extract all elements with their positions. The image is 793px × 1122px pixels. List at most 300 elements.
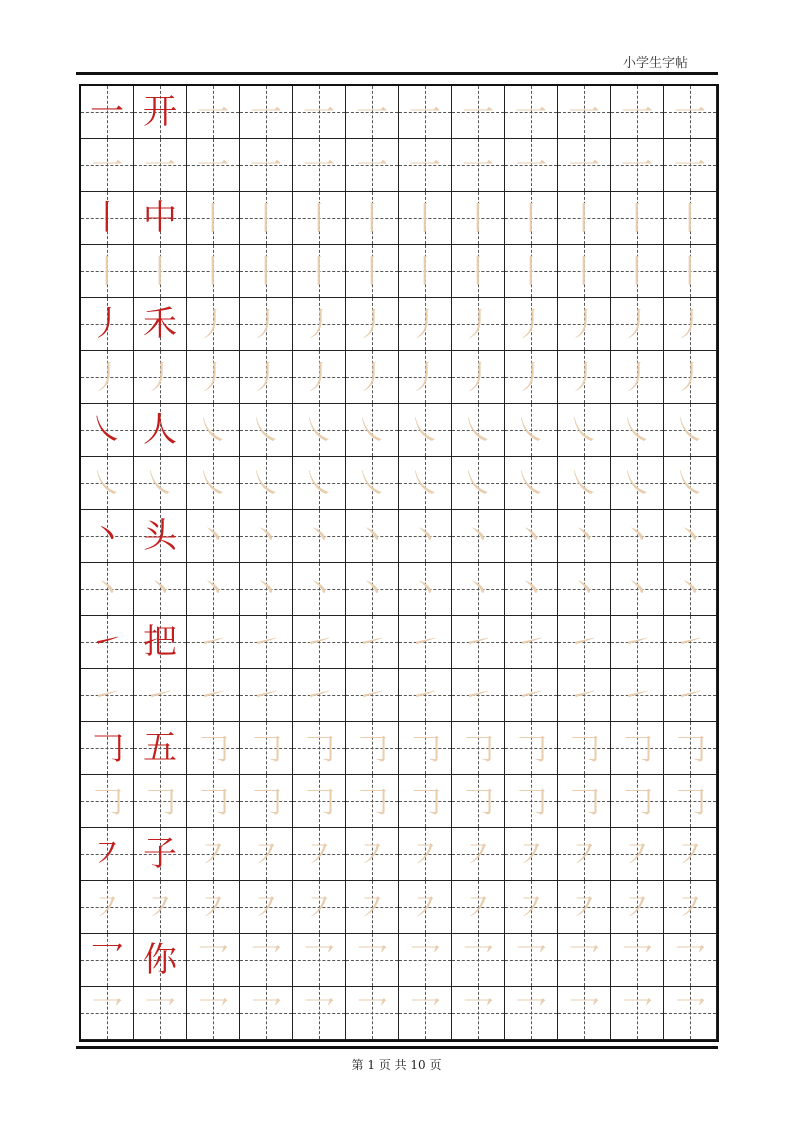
trace-cell <box>346 775 399 828</box>
model-stroke: 丨 <box>90 198 124 238</box>
trace-cell <box>399 669 452 722</box>
trace-cell <box>134 351 187 404</box>
trace-cell <box>134 669 187 722</box>
trace-cell <box>240 86 293 139</box>
trace-cell <box>558 86 611 139</box>
trace-cell <box>611 563 664 616</box>
trace-cell <box>505 351 558 404</box>
trace-cell <box>452 563 505 616</box>
trace-cell <box>664 245 717 298</box>
trace-cell <box>611 881 664 934</box>
trace-stroke: 一 <box>408 93 441 131</box>
trace-cell <box>240 404 293 457</box>
trace-stroke: 𠃌 <box>408 782 441 820</box>
trace-stroke: 丨 <box>249 252 282 290</box>
model-stroke: 乛 <box>90 940 124 980</box>
trace-cell <box>346 934 399 987</box>
trace-stroke: ㇀ <box>620 676 653 714</box>
trace-cell <box>240 192 293 245</box>
trace-cell <box>187 192 240 245</box>
trace-cell <box>187 616 240 669</box>
model-character-cell <box>134 298 187 351</box>
trace-cell <box>346 563 399 616</box>
trace-stroke: 乛 <box>249 994 282 1032</box>
trace-stroke: 𠃌 <box>196 782 229 820</box>
trace-stroke: 𠃌 <box>514 782 547 820</box>
trace-stroke: 丨 <box>461 199 494 237</box>
trace-stroke: 乛 <box>249 941 282 979</box>
trace-cell <box>134 457 187 510</box>
trace-cell <box>452 722 505 775</box>
trace-cell <box>293 563 346 616</box>
trace-cell <box>187 510 240 563</box>
trace-cell <box>134 775 187 828</box>
trace-stroke: 丶 <box>143 570 176 608</box>
trace-stroke: ㇇ <box>249 835 282 873</box>
trace-cell <box>558 351 611 404</box>
model-character-cell <box>134 192 187 245</box>
model-character: 五 <box>143 728 177 768</box>
trace-stroke: ㇏ <box>673 464 706 502</box>
trace-cell <box>399 881 452 934</box>
trace-stroke: 𠃌 <box>408 729 441 767</box>
trace-stroke: 一 <box>90 146 123 184</box>
trace-stroke: 丶 <box>355 570 388 608</box>
trace-stroke: ㇀ <box>355 623 388 661</box>
trace-stroke: 丶 <box>461 517 494 555</box>
trace-cell <box>611 934 664 987</box>
trace-cell <box>505 934 558 987</box>
trace-cell <box>611 775 664 828</box>
trace-stroke: 丨 <box>567 199 600 237</box>
trace-stroke: 𠃌 <box>355 729 388 767</box>
trace-stroke: ㇀ <box>514 676 547 714</box>
trace-cell <box>611 86 664 139</box>
trace-cell <box>452 139 505 192</box>
trace-stroke: ㇇ <box>514 888 547 926</box>
trace-stroke: ㇇ <box>196 835 229 873</box>
practice-grid-cells <box>81 86 717 1040</box>
trace-stroke: ㇇ <box>514 835 547 873</box>
model-stroke-cell <box>81 616 134 669</box>
trace-cell <box>611 987 664 1040</box>
trace-cell <box>664 298 717 351</box>
trace-stroke: 丶 <box>514 570 547 608</box>
trace-cell <box>293 298 346 351</box>
trace-stroke: 乛 <box>196 941 229 979</box>
trace-cell <box>399 245 452 298</box>
trace-stroke: 一 <box>620 93 653 131</box>
trace-stroke: ㇏ <box>567 411 600 449</box>
trace-stroke: 丨 <box>302 199 335 237</box>
trace-stroke: 一 <box>196 146 229 184</box>
trace-cell <box>558 828 611 881</box>
trace-stroke: 丿 <box>408 358 441 396</box>
trace-stroke: ㇀ <box>408 676 441 714</box>
trace-cell <box>346 298 399 351</box>
trace-cell <box>505 616 558 669</box>
trace-cell <box>346 828 399 881</box>
trace-cell <box>505 245 558 298</box>
trace-stroke: 丿 <box>514 358 547 396</box>
trace-stroke: 𠃌 <box>620 782 653 820</box>
trace-stroke: 丶 <box>673 517 706 555</box>
trace-cell <box>399 457 452 510</box>
trace-stroke: 丶 <box>90 570 123 608</box>
trace-stroke: 丶 <box>567 570 600 608</box>
trace-stroke: 一 <box>249 93 282 131</box>
trace-cell <box>293 828 346 881</box>
trace-stroke: ㇇ <box>90 888 123 926</box>
trace-cell <box>664 404 717 457</box>
trace-cell <box>558 775 611 828</box>
trace-cell <box>346 722 399 775</box>
trace-cell <box>505 192 558 245</box>
trace-stroke: ㇀ <box>90 676 123 714</box>
trace-cell <box>134 987 187 1040</box>
trace-cell <box>240 828 293 881</box>
trace-cell <box>187 351 240 404</box>
trace-stroke: ㇀ <box>673 623 706 661</box>
trace-cell <box>346 457 399 510</box>
footer-rule <box>76 1046 718 1049</box>
trace-cell <box>187 404 240 457</box>
trace-stroke: 丿 <box>355 305 388 343</box>
trace-stroke: ㇇ <box>673 835 706 873</box>
trace-cell <box>558 510 611 563</box>
trace-cell <box>293 245 346 298</box>
trace-cell <box>452 669 505 722</box>
trace-cell <box>505 669 558 722</box>
trace-stroke: ㇏ <box>408 464 441 502</box>
trace-cell <box>505 457 558 510</box>
model-stroke-cell <box>81 934 134 987</box>
trace-cell <box>187 722 240 775</box>
trace-cell <box>611 298 664 351</box>
trace-cell <box>611 139 664 192</box>
model-stroke: ㇇ <box>90 834 124 874</box>
trace-stroke: ㇏ <box>196 411 229 449</box>
trace-stroke: 丶 <box>567 517 600 555</box>
trace-stroke: ㇏ <box>90 464 123 502</box>
trace-cell <box>346 510 399 563</box>
trace-cell <box>346 616 399 669</box>
trace-cell <box>346 669 399 722</box>
trace-stroke: 丶 <box>249 517 282 555</box>
trace-stroke: 𠃌 <box>514 729 547 767</box>
trace-stroke: ㇀ <box>514 623 547 661</box>
trace-stroke: ㇀ <box>408 623 441 661</box>
trace-cell <box>452 616 505 669</box>
trace-cell <box>558 457 611 510</box>
trace-stroke: ㇏ <box>249 411 282 449</box>
trace-stroke: 丿 <box>355 358 388 396</box>
trace-stroke: 𠃌 <box>567 782 600 820</box>
trace-cell <box>399 351 452 404</box>
trace-stroke: 一 <box>302 93 335 131</box>
trace-stroke: 丶 <box>302 517 335 555</box>
trace-stroke: ㇇ <box>567 835 600 873</box>
trace-cell <box>452 86 505 139</box>
trace-cell <box>664 86 717 139</box>
trace-cell <box>664 828 717 881</box>
trace-cell <box>452 404 505 457</box>
trace-cell <box>293 775 346 828</box>
trace-cell <box>187 139 240 192</box>
trace-cell <box>187 987 240 1040</box>
trace-cell <box>187 457 240 510</box>
trace-stroke: 𠃌 <box>673 782 706 820</box>
trace-cell <box>346 881 399 934</box>
trace-stroke: 一 <box>408 146 441 184</box>
trace-cell <box>81 457 134 510</box>
trace-stroke: 丿 <box>461 358 494 396</box>
trace-stroke: ㇇ <box>620 888 653 926</box>
trace-cell <box>240 510 293 563</box>
trace-stroke: ㇏ <box>461 464 494 502</box>
trace-stroke: 丿 <box>620 358 653 396</box>
trace-cell <box>611 828 664 881</box>
trace-cell <box>664 457 717 510</box>
model-character: 子 <box>143 834 177 874</box>
trace-cell <box>346 987 399 1040</box>
model-stroke: ㇀ <box>90 622 124 662</box>
model-character-cell <box>134 934 187 987</box>
trace-stroke: ㇇ <box>461 888 494 926</box>
trace-cell <box>452 987 505 1040</box>
trace-stroke: 一 <box>673 93 706 131</box>
trace-stroke: 𠃌 <box>355 782 388 820</box>
trace-stroke: 丨 <box>673 252 706 290</box>
trace-stroke: ㇇ <box>355 835 388 873</box>
trace-cell <box>505 987 558 1040</box>
model-character: 头 <box>143 516 177 556</box>
trace-stroke: 一 <box>620 146 653 184</box>
trace-stroke: 丿 <box>408 305 441 343</box>
trace-cell <box>558 987 611 1040</box>
trace-stroke: 一 <box>355 93 388 131</box>
trace-cell <box>240 457 293 510</box>
trace-cell <box>664 351 717 404</box>
trace-cell <box>452 828 505 881</box>
trace-cell <box>505 775 558 828</box>
trace-cell <box>664 139 717 192</box>
trace-cell <box>81 775 134 828</box>
trace-cell <box>611 457 664 510</box>
model-stroke-cell <box>81 722 134 775</box>
trace-stroke: ㇏ <box>514 411 547 449</box>
model-stroke-cell <box>81 404 134 457</box>
trace-stroke: 𠃌 <box>461 782 494 820</box>
trace-cell <box>399 86 452 139</box>
trace-cell <box>187 563 240 616</box>
trace-cell <box>399 563 452 616</box>
trace-cell <box>81 139 134 192</box>
trace-cell <box>240 563 293 616</box>
trace-stroke: 一 <box>302 146 335 184</box>
trace-cell <box>664 616 717 669</box>
trace-cell <box>664 563 717 616</box>
trace-stroke: 一 <box>196 93 229 131</box>
trace-cell <box>558 404 611 457</box>
trace-cell <box>664 192 717 245</box>
trace-stroke: 𠃌 <box>302 729 335 767</box>
trace-stroke: ㇇ <box>196 888 229 926</box>
trace-cell <box>505 563 558 616</box>
trace-cell <box>399 404 452 457</box>
trace-stroke: 丿 <box>196 305 229 343</box>
trace-cell <box>399 298 452 351</box>
model-character: 你 <box>143 940 177 980</box>
model-stroke: ㇏ <box>90 410 124 450</box>
trace-cell <box>558 881 611 934</box>
trace-stroke: 𠃌 <box>90 782 123 820</box>
trace-cell <box>293 881 346 934</box>
trace-stroke: 丨 <box>143 252 176 290</box>
trace-stroke: 乛 <box>408 941 441 979</box>
trace-cell <box>505 404 558 457</box>
model-stroke: 丿 <box>90 304 124 344</box>
trace-stroke: ㇀ <box>673 676 706 714</box>
trace-stroke: 丿 <box>461 305 494 343</box>
trace-cell <box>293 139 346 192</box>
trace-stroke: 丨 <box>408 199 441 237</box>
trace-cell <box>452 775 505 828</box>
trace-stroke: 𠃌 <box>196 729 229 767</box>
trace-stroke: 丨 <box>620 252 653 290</box>
trace-cell <box>293 457 346 510</box>
trace-cell <box>240 987 293 1040</box>
trace-stroke: 丿 <box>673 305 706 343</box>
trace-cell <box>134 881 187 934</box>
trace-stroke: ㇀ <box>196 676 229 714</box>
trace-stroke: ㇇ <box>143 888 176 926</box>
trace-cell <box>240 722 293 775</box>
trace-cell <box>452 881 505 934</box>
trace-cell <box>187 298 240 351</box>
trace-cell <box>558 563 611 616</box>
trace-cell <box>505 828 558 881</box>
model-stroke-cell <box>81 86 134 139</box>
trace-stroke: 乛 <box>143 994 176 1032</box>
trace-stroke: 丨 <box>355 252 388 290</box>
trace-stroke: ㇏ <box>514 464 547 502</box>
trace-cell <box>505 510 558 563</box>
trace-cell <box>452 457 505 510</box>
trace-stroke: ㇀ <box>249 623 282 661</box>
trace-cell <box>293 987 346 1040</box>
trace-stroke: 𠃌 <box>249 782 282 820</box>
trace-stroke: 乛 <box>567 941 600 979</box>
model-stroke-cell <box>81 192 134 245</box>
trace-cell <box>664 987 717 1040</box>
model-stroke-cell <box>81 828 134 881</box>
trace-stroke: ㇇ <box>567 888 600 926</box>
model-stroke: 丶 <box>90 516 124 556</box>
trace-stroke: 乛 <box>302 941 335 979</box>
trace-stroke: ㇏ <box>673 411 706 449</box>
trace-cell <box>293 404 346 457</box>
trace-cell <box>187 86 240 139</box>
model-character-cell <box>134 404 187 457</box>
trace-cell <box>187 245 240 298</box>
trace-cell <box>346 245 399 298</box>
model-character-cell <box>134 510 187 563</box>
trace-cell <box>664 722 717 775</box>
page-number: 第 1 页 共 10 页 <box>351 1058 442 1072</box>
trace-cell <box>611 245 664 298</box>
trace-cell <box>293 351 346 404</box>
trace-cell <box>293 86 346 139</box>
trace-cell <box>346 192 399 245</box>
trace-stroke: ㇏ <box>355 464 388 502</box>
trace-stroke: 丨 <box>673 199 706 237</box>
trace-cell <box>505 139 558 192</box>
trace-stroke: 𠃌 <box>302 782 335 820</box>
trace-stroke: 乛 <box>514 994 547 1032</box>
trace-stroke: 丿 <box>249 305 282 343</box>
model-stroke: 一 <box>90 92 124 132</box>
trace-stroke: 一 <box>461 93 494 131</box>
trace-cell <box>346 351 399 404</box>
trace-cell <box>505 881 558 934</box>
trace-stroke: 乛 <box>620 994 653 1032</box>
trace-stroke: 丨 <box>249 199 282 237</box>
trace-stroke: 丶 <box>249 570 282 608</box>
trace-stroke: 𠃌 <box>461 729 494 767</box>
trace-stroke: ㇏ <box>620 411 653 449</box>
trace-cell <box>664 775 717 828</box>
trace-cell <box>452 298 505 351</box>
trace-stroke: 丨 <box>567 252 600 290</box>
trace-stroke: 丿 <box>673 358 706 396</box>
trace-stroke: ㇇ <box>673 888 706 926</box>
trace-stroke: ㇏ <box>196 464 229 502</box>
trace-stroke: 乛 <box>514 941 547 979</box>
trace-cell <box>452 510 505 563</box>
model-character: 人 <box>143 410 177 450</box>
trace-stroke: 一 <box>673 146 706 184</box>
trace-stroke: ㇀ <box>567 676 600 714</box>
trace-cell <box>293 669 346 722</box>
trace-cell <box>558 616 611 669</box>
trace-stroke: 一 <box>514 146 547 184</box>
trace-stroke: 丶 <box>408 570 441 608</box>
trace-stroke: 丨 <box>461 252 494 290</box>
trace-cell <box>452 192 505 245</box>
trace-stroke: ㇏ <box>620 464 653 502</box>
trace-stroke: 丿 <box>567 358 600 396</box>
trace-stroke: 𠃌 <box>249 729 282 767</box>
trace-cell <box>81 245 134 298</box>
trace-stroke: ㇏ <box>355 411 388 449</box>
trace-cell <box>346 86 399 139</box>
trace-stroke: 丨 <box>514 252 547 290</box>
trace-stroke: 丨 <box>514 199 547 237</box>
trace-cell <box>611 510 664 563</box>
trace-stroke: 丨 <box>408 252 441 290</box>
trace-stroke: 丶 <box>408 517 441 555</box>
trace-cell <box>558 934 611 987</box>
trace-cell <box>240 775 293 828</box>
trace-stroke: ㇀ <box>620 623 653 661</box>
trace-cell <box>611 616 664 669</box>
trace-stroke: 丨 <box>302 252 335 290</box>
trace-cell <box>187 828 240 881</box>
trace-stroke: 丿 <box>143 358 176 396</box>
trace-stroke: 乛 <box>567 994 600 1032</box>
trace-stroke: 丿 <box>90 358 123 396</box>
